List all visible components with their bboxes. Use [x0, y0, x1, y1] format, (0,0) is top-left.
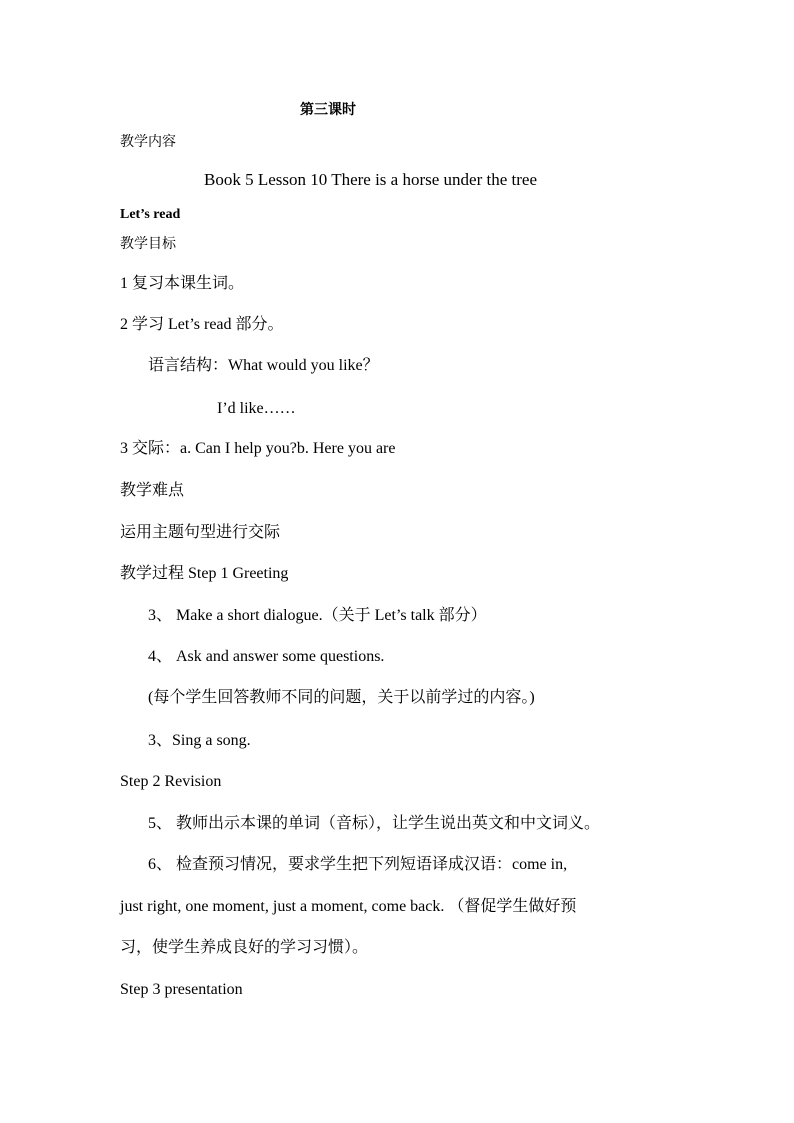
- difficulty-text: 运用主题句型进行交际: [120, 524, 281, 541]
- book-lesson-title: Book 5 Lesson 10 There is a horse under the tree: [204, 170, 537, 189]
- process-step-1: 教学过程 Step 1 Greeting: [120, 565, 289, 582]
- step2-item-b-line2: just right, one moment, just a moment, come back. （督促学生做好预: [120, 898, 577, 915]
- step1-item-a: 3、 Make a short dialogue.（关于 Let’s talk 部分）: [148, 607, 487, 624]
- goal-3: 3 交际：a. Can I help you?b. Here you are: [120, 440, 396, 457]
- goal-2: 2 学习 Let’s read 部分。: [120, 316, 284, 333]
- difficulty-label: 教学难点: [120, 482, 185, 499]
- step1-note: (每个学生回答教师不同的问题，关于以前学过的内容。): [148, 689, 535, 706]
- language-structure: 语言结构：What would you like？: [148, 357, 379, 374]
- step2-item-b-line1: 6、 检查预习情况，要求学生把下列短语译成汉语：come in,: [148, 856, 568, 873]
- goal-1: 1 复习本课生词。: [120, 275, 245, 292]
- teaching-goals-label: 教学目标: [120, 237, 176, 252]
- step2-item-b-line3: 习，使学生养成良好的学习习惯）。: [120, 939, 369, 956]
- step1-item-c: 3、Sing a song.: [148, 732, 251, 749]
- lets-read-heading: Let’s read: [120, 207, 181, 222]
- lesson-heading: 第三课时: [300, 103, 356, 118]
- language-structure-answer: I’d like……: [217, 400, 296, 417]
- step2-heading: Step 2 Revision: [120, 773, 222, 790]
- step1-item-b: 4、 Ask and answer some questions.: [148, 648, 385, 665]
- teaching-content-label: 教学内容: [120, 135, 176, 150]
- step2-item-a: 5、 教师出示本课的单词（音标），让学生说出英文和中文词义。: [148, 815, 601, 832]
- step3-heading: Step 3 presentation: [120, 981, 243, 998]
